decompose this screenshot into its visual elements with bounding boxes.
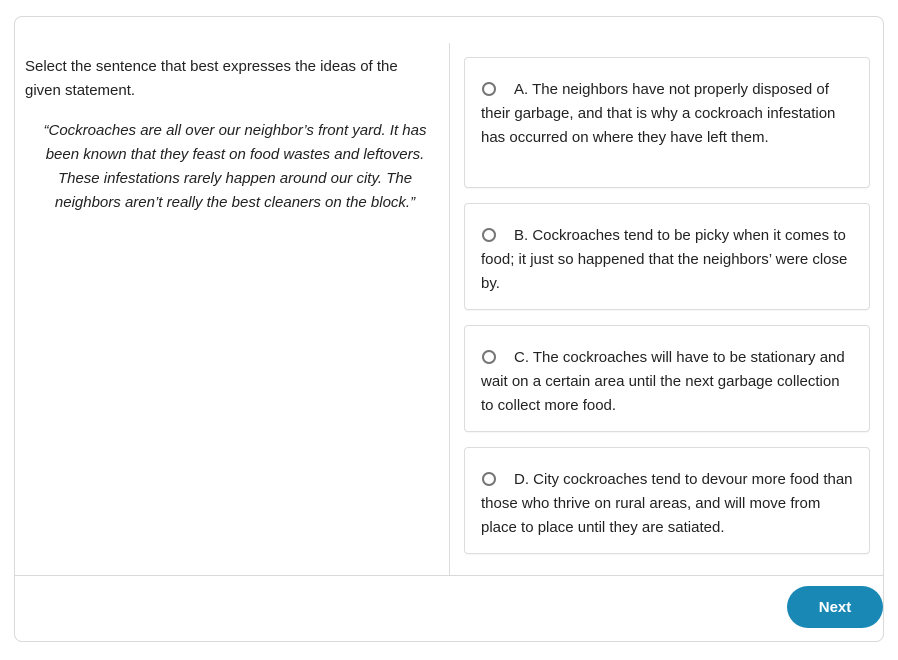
question-pane	[15, 43, 450, 575]
option-b-text: B. Cockroaches tend to be picky when it comes to food; it just so happened that the neighbors’ were close by.	[481, 227, 848, 292]
option-b[interactable]	[464, 203, 870, 310]
question-prompt: Select the sentence that best expresses the ideas of the given statement.	[25, 58, 398, 99]
radio-button-icon[interactable]	[482, 350, 496, 364]
footer-divider	[15, 575, 883, 576]
next-button[interactable]: Next	[787, 586, 883, 628]
option-d-text: D. City cockroaches tend to devour more food than those who thrive on rural areas, and will move from place to place until they are satiated.	[481, 471, 853, 536]
option-d[interactable]	[464, 447, 870, 554]
option-c[interactable]	[464, 325, 870, 432]
radio-button-icon[interactable]	[482, 82, 496, 96]
option-a-text: A. The neighbors have not properly disposed of their garbage, and that is why a cockroach infestation has occurred on where they have left them.	[481, 81, 836, 146]
radio-button-icon[interactable]	[482, 228, 496, 242]
radio-button-icon[interactable]	[482, 472, 496, 486]
option-c-text: C. The cockroaches will have to be stationary and wait on a certain area until the next garbage collection to collect more food.	[481, 349, 845, 414]
question-statement: “Cockroaches are all over our neighbor’s front yard. It has been known that they feast on food wastes and leftovers. These infestations rarely happen around our city. The neighbors aren’t really the best cleaners on the block.”	[43, 122, 427, 211]
quiz-card	[14, 16, 884, 642]
option-a[interactable]	[464, 57, 870, 188]
